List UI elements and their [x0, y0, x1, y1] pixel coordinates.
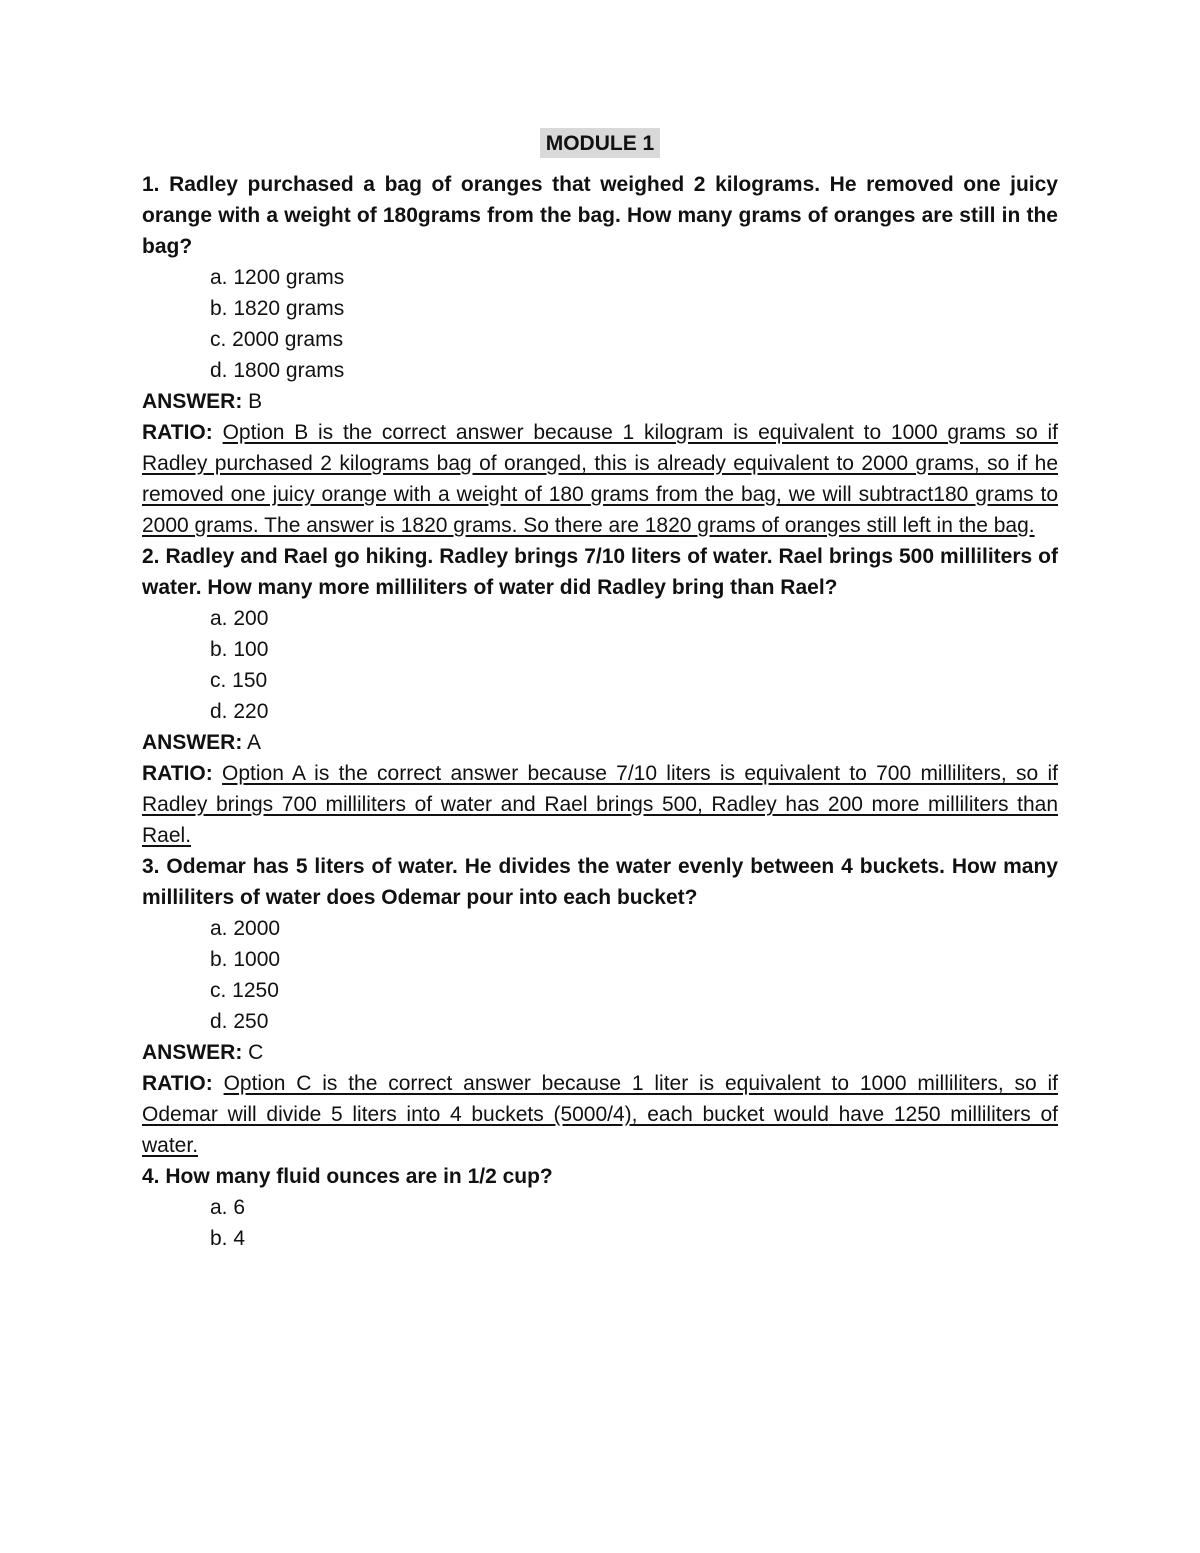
option-a: a. 6	[210, 1196, 246, 1219]
option-b: b. 100	[210, 638, 269, 661]
options-list	[142, 1192, 1058, 1254]
answer-line	[142, 727, 1058, 758]
ratio-label: RATIO:	[142, 762, 213, 785]
document-page	[142, 128, 1058, 1254]
question-block-2	[142, 541, 1058, 851]
question-block-1	[142, 169, 1058, 541]
option-b: b. 4	[210, 1227, 246, 1250]
answer-label: ANSWER:	[142, 390, 243, 413]
ratio-text: Option C is the correct answer because 1 liter is equivalent to 1000 milliliters, so if Odemar will divide 5 liters into 4 buckets (5000/4), each bucket would have 1250 milliliters of water.	[142, 1072, 1058, 1157]
option-c: c. 150	[210, 669, 268, 692]
option-c: c. 1250	[210, 979, 279, 1002]
option-d: d. 220	[210, 700, 269, 723]
title-wrap	[142, 128, 1058, 159]
answer-value: B	[248, 390, 263, 413]
answer-label: ANSWER:	[142, 731, 243, 754]
options-list	[142, 913, 1058, 1037]
question-block-4	[142, 1161, 1058, 1254]
option-c: c. 2000 grams	[210, 328, 344, 351]
question-block-3	[142, 851, 1058, 1161]
answer-line	[142, 386, 1058, 417]
question-text: 2. Radley and Rael go hiking. Radley brings 7/10 liters of water. Rael brings 500 milliliters of water. How many more milliliters of water did Radley bring than Rael?	[142, 545, 1058, 599]
answer-line	[142, 1037, 1058, 1068]
ratio-paragraph	[142, 417, 1058, 541]
option-a: a. 1200 grams	[210, 266, 345, 289]
module-title: MODULE 1	[540, 128, 661, 158]
question-text: 4. How many fluid ounces are in 1/2 cup?	[142, 1165, 553, 1188]
ratio-label: RATIO:	[142, 1072, 213, 1095]
option-b: b. 1820 grams	[210, 297, 345, 320]
answer-value: A	[247, 731, 262, 754]
option-d: d. 250	[210, 1010, 269, 1033]
answer-value: C	[248, 1041, 264, 1064]
ratio-label: RATIO:	[142, 421, 213, 444]
options-list	[142, 603, 1058, 727]
answer-label: ANSWER:	[142, 1041, 243, 1064]
ratio-paragraph	[142, 758, 1058, 851]
options-list	[142, 262, 1058, 386]
ratio-text: Option A is the correct answer because 7/10 liters is equivalent to 700 milliliters, so if Radley brings 700 milliliters of water and Rael brings 500, Radley has 200 more milliliters than Rael.	[142, 762, 1058, 847]
ratio-paragraph	[142, 1068, 1058, 1161]
option-a: a. 200	[210, 607, 269, 630]
question-text: 1. Radley purchased a bag of oranges that weighed 2 kilograms. He removed one juicy orange with a weight of 180grams from the bag. How many grams of oranges are still in the bag?	[142, 173, 1058, 258]
option-b: b. 1000	[210, 948, 281, 971]
ratio-text: Option B is the correct answer because 1 kilogram is equivalent to 1000 grams so if Radley purchased 2 kilograms bag of oranged, this is already equivalent to 2000 grams, so if he removed one juicy orange with a weight of 180 grams from the bag, we will subtract180 grams to 2000 grams. The answer is 1820 grams. So there are 1820 grams of oranges still left in the bag.	[142, 421, 1058, 537]
option-d: d. 1800 grams	[210, 359, 345, 382]
question-text: 3. Odemar has 5 liters of water. He divides the water evenly between 4 buckets. How many milliliters of water does Odemar pour into each bucket?	[142, 855, 1058, 909]
option-a: a. 2000	[210, 917, 281, 940]
